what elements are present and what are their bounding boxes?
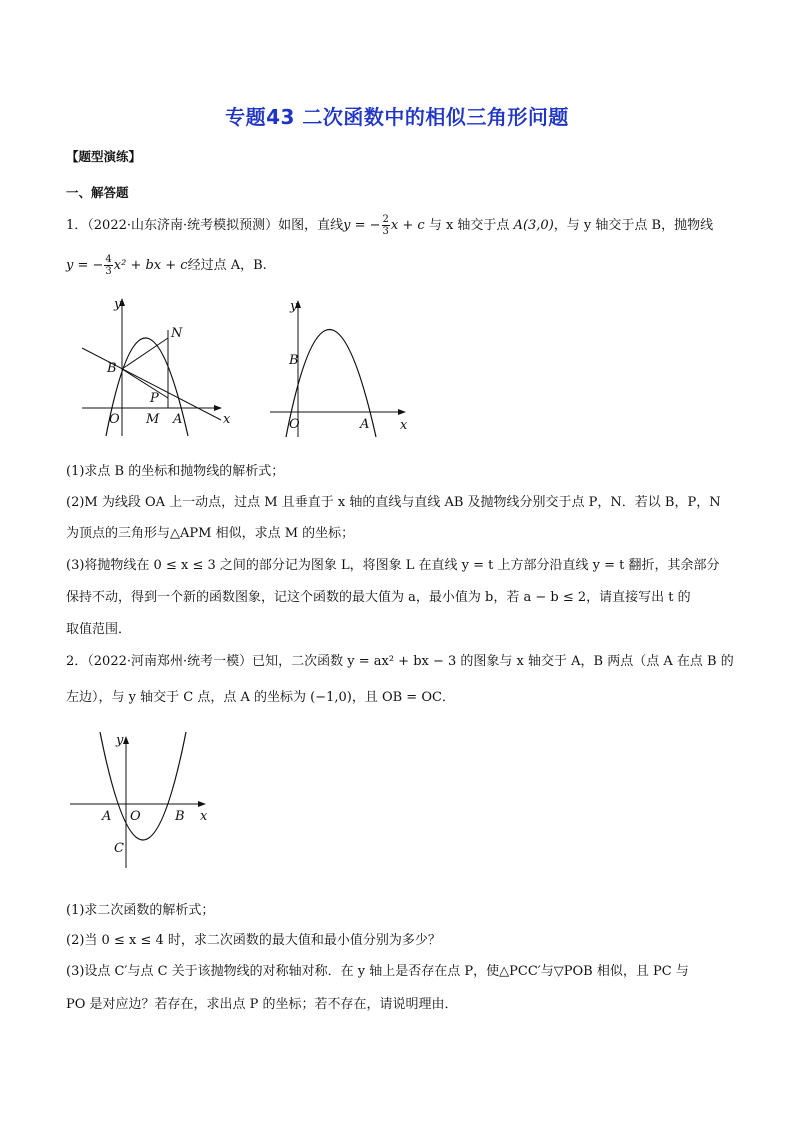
q1-frac2-num: 4 (105, 254, 112, 265)
q1-fraction-2 (104, 254, 112, 277)
q1-part1: (1)求点 B 的坐标和抛物线的解析式； (66, 464, 285, 479)
label-a: A (102, 809, 112, 824)
q1-part2-line1: (2)M 为线段 OA 上一动点，过点 M 且垂直于 x 轴的直线与直线 AB 及抛物线分别交于点 P，N．若以 B，P，N (66, 495, 721, 510)
section-heading: 一、解答题 (66, 185, 129, 200)
label-b: B (107, 361, 117, 376)
segment-bp (122, 369, 168, 398)
q1-frac1-den: 3 (382, 226, 389, 237)
line-ab (82, 348, 221, 420)
label-c: C (114, 841, 124, 856)
q2-part2: (2)当 0 ≤ x ≤ 4 时，求二次函数的最大值和最小值分别为多少？ (66, 933, 441, 948)
q1-frac2-den: 3 (105, 266, 112, 277)
q1-line2-suffix: 经过点 A，B. (187, 258, 267, 273)
q1-line1-suffix: ，与 y 轴交于点 B，抛物线 (553, 218, 714, 233)
q1-fraction-1 (382, 214, 390, 237)
section-tag: 【题型演练】 (66, 149, 142, 164)
label-o: O (289, 417, 300, 432)
x-axis-arrow (198, 801, 206, 807)
q1-point-a: A(3,0) (513, 218, 554, 233)
label-y: y (116, 733, 124, 748)
q1-part3-line1: (3)将抛物线在 0 ≤ x ≤ 3 之间的部分记为图象 L，将图象 L 在直线 y = t 上方部分沿直线 y = t 翻折，其余部分 (66, 558, 720, 573)
q1-part2-line2: 为顶点的三角形与△APM 相似，求点 M 的坐标； (66, 526, 355, 541)
label-a: A (173, 412, 183, 427)
label-x: x (200, 809, 208, 824)
page-title: 专题43 二次函数中的相似三角形问题 (225, 105, 569, 129)
label-o: O (130, 809, 141, 824)
q2-part1: (1)求二次函数的解析式； (66, 903, 215, 918)
q2-part3-line1: (3)设点 C′与点 C 关于该抛物线的对称轴对称．在 y 轴上是否存在点 P，使△PCC′与▽POB 相似，且 PC 与 (66, 964, 689, 979)
q1-line2 (66, 254, 267, 277)
q1-part3-line3: 取值范围． (66, 622, 132, 637)
label-x: x (223, 412, 231, 427)
label-x: x (400, 418, 408, 433)
x-axis-arrow (398, 409, 406, 415)
label-n: N (171, 326, 183, 341)
q1-frac1-num: 2 (382, 214, 389, 225)
q1-figure-right (268, 292, 418, 440)
x-axis-arrow (214, 405, 222, 411)
label-p: P (150, 391, 159, 406)
q1-part3-line2: 保持不动，得到一个新的函数图象，记这个函数的最大值为 a，最小值为 b，若 a − b ≤ 2，请直接写出 t 的 (66, 590, 691, 605)
q1-line2-eq2: x² + bx + c (113, 258, 188, 273)
q1-line1-prefix: 1．（2022·山东济南·统考模拟预测）如图，直线 (66, 218, 344, 233)
y-axis-arrow (123, 736, 129, 744)
label-b: B (175, 809, 185, 824)
q2-part3-line2: PO 是对应边？若存在，求出点 P 的坐标；若不存在，请说明理由． (66, 997, 458, 1012)
label-y: y (114, 297, 122, 312)
q1-line1 (66, 214, 713, 237)
label-b: B (289, 353, 299, 368)
q1-line1-mid: 与 x 轴交于点 (424, 218, 514, 233)
q1-figure-left (76, 290, 236, 440)
q1-line1-eq: y = − (343, 218, 381, 233)
q2-figure (66, 728, 216, 874)
label-a: A (360, 417, 370, 432)
label-o: O (109, 412, 120, 427)
label-m: M (146, 412, 160, 427)
q1-line2-eq: y = − (66, 258, 104, 273)
q1-line1-eq2: x + c (390, 218, 425, 233)
q2-line1: 2．（2022·河南郑州·统考一模）已知，二次函数 y = ax² + bx − 3 的图象与 x 轴交于 A，B 两点（点 A 在点 B 的 (66, 654, 734, 669)
label-y: y (290, 299, 298, 314)
parabola-curve (100, 732, 186, 840)
q2-line2: 左边），与 y 轴交于 C 点，点 A 的坐标为 (−1,0)，且 OB = OC． (66, 690, 455, 705)
